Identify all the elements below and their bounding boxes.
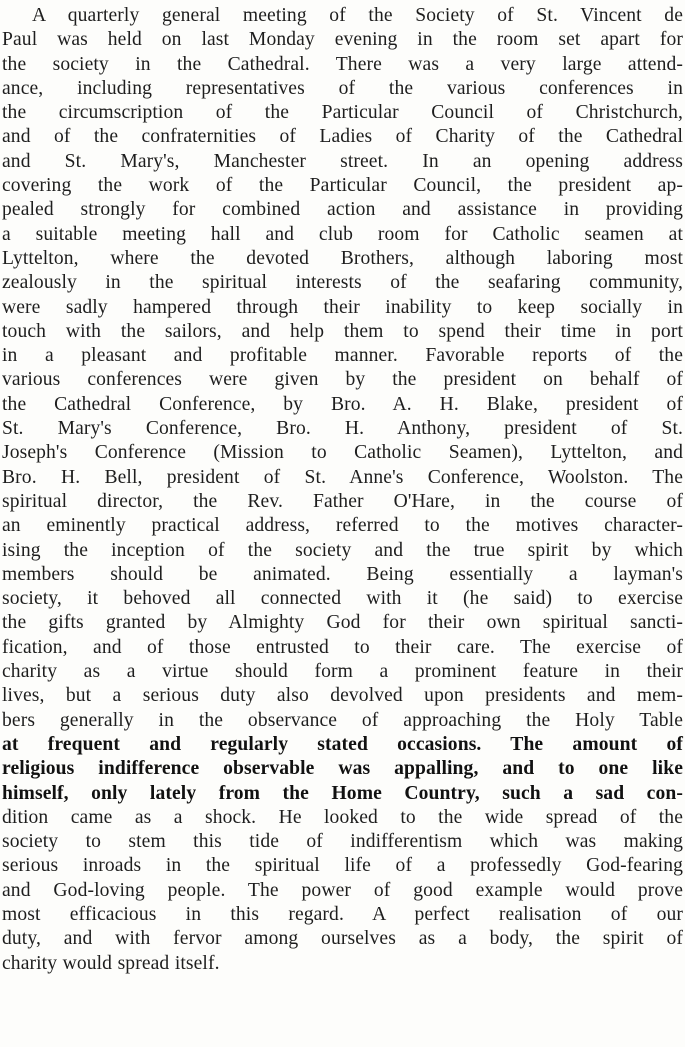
- article-line: Joseph's Conference (Mission to Catholic Seamen), Lyttelton, and: [2, 442, 683, 464]
- article-line: duty, and with fervor among ourselves as a body, the spirit of: [2, 928, 683, 950]
- article-line: society, it behoved all connected with it (he said) to exercise: [2, 588, 683, 610]
- article-line: an eminently practical address, referred to the motives character-: [2, 515, 683, 537]
- article-line: Lyttelton, where the devoted Brothers, although laboring most: [2, 247, 683, 269]
- article-line: the gifts granted by Almighty God for their own spiritual sancti-: [2, 612, 683, 634]
- article-line: Paul was held on last Monday evening in the room set apart for: [2, 29, 683, 51]
- article-line: himself, only lately from the Home Country, such a sad con-: [2, 782, 683, 804]
- article-line: a suitable meeting hall and club room for Catholic seamen at: [2, 223, 683, 245]
- article-line: the society in the Cathedral. There was a very large attend-: [2, 53, 683, 75]
- article-line: lives, but a serious duty also devolved upon presidents and mem-: [2, 685, 683, 707]
- article-line: were sadly hampered through their inability to keep socially in: [2, 296, 683, 318]
- article-line: ising the inception of the society and the true spirit by which: [2, 539, 683, 561]
- article-line: various conferences were given by the president on behalf of: [2, 369, 683, 391]
- article-line: bers generally in the observance of approaching the Holy Table: [2, 709, 683, 731]
- article-line: at frequent and regularly stated occasions. The amount of: [2, 733, 683, 755]
- article-line: in a pleasant and profitable manner. Favorable reports of the: [2, 345, 683, 367]
- article-line: fication, and of those entrusted to their care. The exercise of: [2, 636, 683, 658]
- article-line: members should be animated. Being essentially a layman's: [2, 563, 683, 585]
- article-line: most efficacious in this regard. A perfect realisation of our: [2, 903, 683, 925]
- article-body: [2, 4, 683, 976]
- article-line: pealed strongly for combined action and assistance in providing: [2, 199, 683, 221]
- article-line: religious indifference observable was appalling, and to one like: [2, 758, 683, 780]
- article-line: serious inroads in the spiritual life of a professedly God-fearing: [2, 855, 683, 877]
- article-line: charity as a virtue should form a prominent feature in their: [2, 661, 683, 683]
- article-line: and of the confraternities of Ladies of Charity of the Cathedral: [2, 126, 683, 148]
- article-line: touch with the sailors, and help them to spend their time in port: [2, 320, 683, 342]
- article-line: the Cathedral Conference, by Bro. A. H. Blake, president of: [2, 393, 683, 415]
- article-line: charity would spread itself.: [2, 952, 220, 974]
- article-line: covering the work of the Particular Council, the president ap-: [2, 175, 683, 197]
- article-line: St. Mary's Conference, Bro. H. Anthony, president of St.: [2, 418, 683, 440]
- article-line: society to stem this tide of indifferentism which was making: [2, 831, 683, 853]
- article-line: dition came as a shock. He looked to the wide spread of the: [2, 806, 683, 828]
- article-line: Bro. H. Bell, president of St. Anne's Conference, Woolston. The: [2, 466, 683, 488]
- article-line: A quarterly general meeting of the Society of St. Vincent de: [32, 5, 683, 26]
- article-line: the circumscription of the Particular Council of Christchurch,: [2, 102, 683, 124]
- article-line: zealously in the spiritual interests of the seafaring community,: [2, 272, 683, 294]
- article-line: ance, including representatives of the various conferences in: [2, 77, 683, 99]
- article-line: spiritual director, the Rev. Father O'Hare, in the course of: [2, 490, 683, 512]
- article-line: and St. Mary's, Manchester street. In an opening address: [2, 150, 683, 172]
- article-line: and God-loving people. The power of good example would prove: [2, 879, 683, 901]
